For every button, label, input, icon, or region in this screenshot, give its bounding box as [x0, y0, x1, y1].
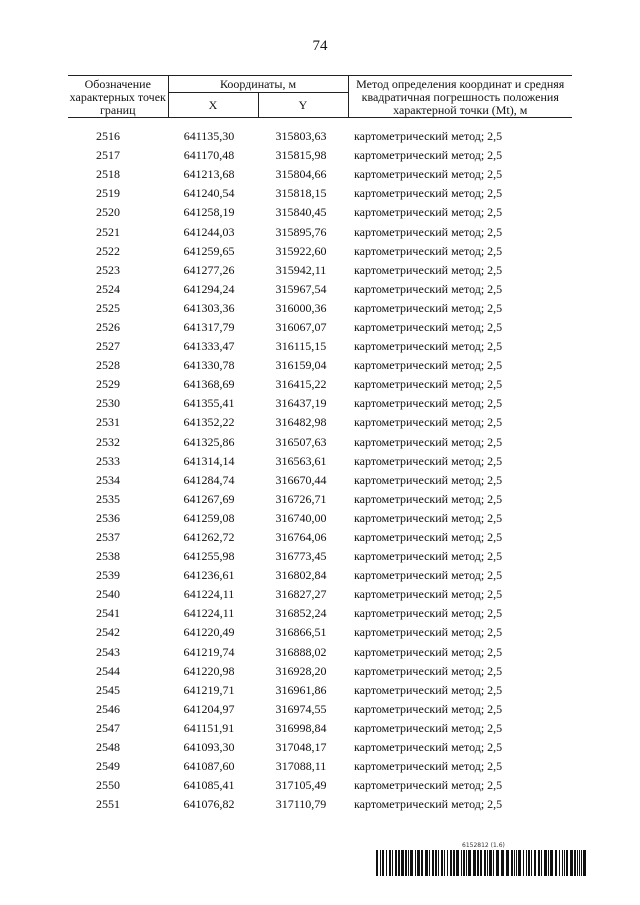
coord-y: 316773,45: [275, 549, 327, 564]
coord-x: 641333,47: [183, 339, 235, 354]
method-cell: картометрический метод; 2,5: [354, 319, 503, 334]
coord-y: 315840,45: [275, 205, 327, 220]
coord-x: 641087,60: [183, 759, 235, 774]
coord-x: 641258,19: [183, 205, 235, 220]
header-method: Метод определения координат и средняя квадратичная погрешность положения характерной точки (Mt), м: [348, 76, 572, 118]
table-row: [68, 585, 572, 604]
point-id: 2538: [96, 549, 120, 564]
coord-x: 641262,72: [183, 530, 235, 545]
method-cell: картометрический метод; 2,5: [354, 148, 503, 163]
point-id: 2523: [96, 262, 120, 277]
method-cell: картометрический метод; 2,5: [354, 281, 503, 296]
coord-y: 316827,27: [275, 587, 327, 602]
table-row: [68, 242, 572, 261]
coord-y: 316726,71: [275, 491, 327, 506]
method-cell: картометрический метод; 2,5: [354, 701, 503, 716]
coord-y: 316866,51: [275, 625, 327, 640]
table-row: [68, 509, 572, 528]
point-id: 2531: [96, 415, 120, 430]
table-row: [68, 165, 572, 184]
method-cell: картометрический метод; 2,5: [354, 186, 503, 201]
coord-y: 316998,84: [275, 720, 327, 735]
method-cell: картометрический метод; 2,5: [354, 224, 503, 239]
point-id: 2527: [96, 339, 120, 354]
barcode-image: [376, 850, 586, 876]
point-id: 2542: [96, 625, 120, 640]
page-number: 74: [312, 38, 328, 54]
point-id: 2521: [96, 224, 120, 239]
point-id: 2516: [96, 129, 120, 144]
point-id: 2518: [96, 167, 120, 182]
coord-y: 315967,54: [275, 281, 327, 296]
point-id: 2532: [96, 434, 120, 449]
table-row: [68, 375, 572, 394]
method-cell: картометрический метод; 2,5: [354, 644, 503, 659]
method-cell: картометрический метод; 2,5: [354, 358, 503, 373]
coord-x: 641219,74: [183, 644, 235, 659]
point-id: 2517: [96, 148, 120, 163]
method-cell: картометрический метод; 2,5: [354, 682, 503, 697]
point-id: 2550: [96, 778, 120, 793]
table-row: [68, 356, 572, 375]
point-id: 2524: [96, 281, 120, 296]
coord-x: 641220,98: [183, 663, 235, 678]
table-row: [68, 776, 572, 795]
coord-x: 641314,14: [183, 453, 235, 468]
coord-y: 315803,63: [275, 129, 327, 144]
coord-x: 641277,26: [183, 262, 235, 277]
coord-x: 641267,69: [183, 491, 235, 506]
table-row: [68, 490, 572, 509]
coord-x: 641317,79: [183, 319, 235, 334]
method-cell: картометрический метод; 2,5: [354, 491, 503, 506]
coord-y: 315815,98: [275, 148, 327, 163]
coordinates-table: [68, 75, 572, 814]
coord-x: 641244,03: [183, 224, 235, 239]
point-id: 2520: [96, 205, 120, 220]
coord-x: 641255,98: [183, 549, 235, 564]
method-cell: картометрический метод; 2,5: [354, 300, 503, 315]
point-id: 2548: [96, 740, 120, 755]
coord-x: 641352,22: [183, 415, 235, 430]
coord-y: 316764,06: [275, 530, 327, 545]
coord-y: 317048,17: [275, 740, 327, 755]
method-cell: картометрический метод; 2,5: [354, 587, 503, 602]
method-cell: картометрический метод; 2,5: [354, 797, 503, 812]
coord-y: 316888,02: [275, 644, 327, 659]
table-row: [68, 433, 572, 452]
method-cell: картометрический метод; 2,5: [354, 129, 503, 144]
coord-x: 641085,41: [183, 778, 235, 793]
method-cell: картометрический метод; 2,5: [354, 262, 503, 277]
barcode-label: 6152812 (1.6): [462, 842, 505, 849]
point-id: 2528: [96, 358, 120, 373]
method-cell: картометрический метод; 2,5: [354, 377, 503, 392]
method-cell: картометрический метод; 2,5: [354, 415, 503, 430]
table-row: [68, 681, 572, 700]
coord-x: 641240,54: [183, 186, 235, 201]
coord-y: 316067,07: [275, 319, 327, 334]
table-row: [68, 738, 572, 757]
coord-y: 315804,66: [275, 167, 327, 182]
method-cell: картометрический метод; 2,5: [354, 549, 503, 564]
coord-x: 641259,65: [183, 243, 235, 258]
method-cell: картометрический метод; 2,5: [354, 205, 503, 220]
point-id: 2535: [96, 491, 120, 506]
table-row: [68, 413, 572, 432]
table-row: [68, 146, 572, 165]
coord-y: 316802,84: [275, 568, 327, 583]
coord-x: 641284,74: [183, 472, 235, 487]
coord-y: 315895,76: [275, 224, 327, 239]
coord-x: 641204,97: [183, 701, 235, 716]
point-id: 2534: [96, 472, 120, 487]
coord-x: 641236,61: [183, 568, 235, 583]
point-id: 2541: [96, 606, 120, 621]
coord-y: 316482,98: [275, 415, 327, 430]
point-id: 2526: [96, 319, 120, 334]
point-id: 2539: [96, 568, 120, 583]
coord-y: 315942,11: [275, 262, 327, 277]
coord-y: 316670,44: [275, 472, 327, 487]
table-row: [68, 471, 572, 490]
coord-x: 641213,68: [183, 167, 235, 182]
method-cell: картометрический метод; 2,5: [354, 625, 503, 640]
method-cell: картометрический метод; 2,5: [354, 663, 503, 678]
table-row: [68, 203, 572, 222]
point-id: 2545: [96, 682, 120, 697]
table-row: [68, 700, 572, 719]
point-id: 2540: [96, 587, 120, 602]
table-row: [68, 337, 572, 356]
coord-x: 641151,91: [183, 720, 235, 735]
table-row: [68, 394, 572, 413]
coord-y: 317110,79: [275, 797, 327, 812]
table-row: [68, 222, 572, 241]
table-row: [68, 719, 572, 738]
table-row: [68, 184, 572, 203]
point-id: 2547: [96, 720, 120, 735]
coord-y: 316740,00: [275, 510, 327, 525]
point-id: 2529: [96, 377, 120, 392]
coord-y: 317088,11: [275, 759, 327, 774]
method-cell: картометрический метод; 2,5: [354, 568, 503, 583]
table-row: [68, 604, 572, 623]
method-cell: картометрический метод; 2,5: [354, 606, 503, 621]
barcode-block: [376, 842, 586, 876]
coord-y: 316961,86: [275, 682, 327, 697]
coord-y: 316115,15: [275, 339, 327, 354]
coord-x: 641224,11: [183, 587, 235, 602]
method-cell: картометрический метод; 2,5: [354, 453, 503, 468]
point-id: 2537: [96, 530, 120, 545]
coord-x: 641330,78: [183, 358, 235, 373]
coord-x: 641368,69: [183, 377, 235, 392]
table-row: [68, 795, 572, 814]
point-id: 2519: [96, 186, 120, 201]
header-x: X: [168, 93, 258, 118]
table-row: [68, 318, 572, 337]
coord-x: 641294,24: [183, 281, 235, 296]
method-cell: картометрический метод; 2,5: [354, 396, 503, 411]
table-row: [68, 528, 572, 547]
method-cell: картометрический метод; 2,5: [354, 530, 503, 545]
table-row: [68, 127, 572, 146]
coord-x: 641259,08: [183, 510, 235, 525]
coord-y: 316507,63: [275, 434, 327, 449]
method-cell: картометрический метод; 2,5: [354, 472, 503, 487]
coord-x: 641303,36: [183, 300, 235, 315]
point-id: 2549: [96, 759, 120, 774]
coord-x: 641093,30: [183, 740, 235, 755]
header-designation: Обозначение характерных точек границ: [68, 76, 168, 118]
method-cell: картометрический метод; 2,5: [354, 510, 503, 525]
method-cell: картометрический метод; 2,5: [354, 167, 503, 182]
point-id: 2544: [96, 663, 120, 678]
method-cell: картометрический метод; 2,5: [354, 720, 503, 735]
table-row: [68, 643, 572, 662]
point-id: 2522: [96, 243, 120, 258]
table-row: [68, 547, 572, 566]
table-row: [68, 623, 572, 642]
table-row: [68, 757, 572, 776]
method-cell: картометрический метод; 2,5: [354, 759, 503, 774]
point-id: 2530: [96, 396, 120, 411]
coord-y: 316415,22: [275, 377, 327, 392]
table-row: [68, 566, 572, 585]
point-id: 2543: [96, 644, 120, 659]
coord-y: 315818,15: [275, 186, 327, 201]
coord-x: 641325,86: [183, 434, 235, 449]
coord-y: 316974,55: [275, 701, 327, 716]
method-cell: картометрический метод; 2,5: [354, 243, 503, 258]
coord-x: 641219,71: [183, 682, 235, 697]
point-id: 2551: [96, 797, 120, 812]
coord-y: 316928,20: [275, 663, 327, 678]
coord-y: 316159,04: [275, 358, 327, 373]
header-y: Y: [258, 93, 348, 118]
table-row: [68, 452, 572, 471]
coord-x: 641135,30: [183, 129, 235, 144]
point-id: 2525: [96, 300, 120, 315]
coord-x: 641170,48: [183, 148, 235, 163]
coord-x: 641220,49: [183, 625, 235, 640]
coord-y: 316000,36: [275, 300, 327, 315]
point-id: 2546: [96, 701, 120, 716]
point-id: 2536: [96, 510, 120, 525]
table-row: [68, 280, 572, 299]
point-id: 2533: [96, 453, 120, 468]
coord-x: 641355,41: [183, 396, 235, 411]
table-row: [68, 299, 572, 318]
coord-y: 317105,49: [275, 778, 327, 793]
coord-x: 641224,11: [183, 606, 235, 621]
table-row: [68, 261, 572, 280]
coord-y: 316437,19: [275, 396, 327, 411]
table-row: [68, 662, 572, 681]
coord-y: 315922,60: [275, 243, 327, 258]
method-cell: картометрический метод; 2,5: [354, 339, 503, 354]
header-coordinates: Координаты, м: [168, 76, 348, 93]
coord-x: 641076,82: [183, 797, 235, 812]
method-cell: картометрический метод; 2,5: [354, 778, 503, 793]
coord-y: 316852,24: [275, 606, 327, 621]
method-cell: картометрический метод; 2,5: [354, 434, 503, 449]
coord-y: 316563,61: [275, 453, 327, 468]
method-cell: картометрический метод; 2,5: [354, 740, 503, 755]
